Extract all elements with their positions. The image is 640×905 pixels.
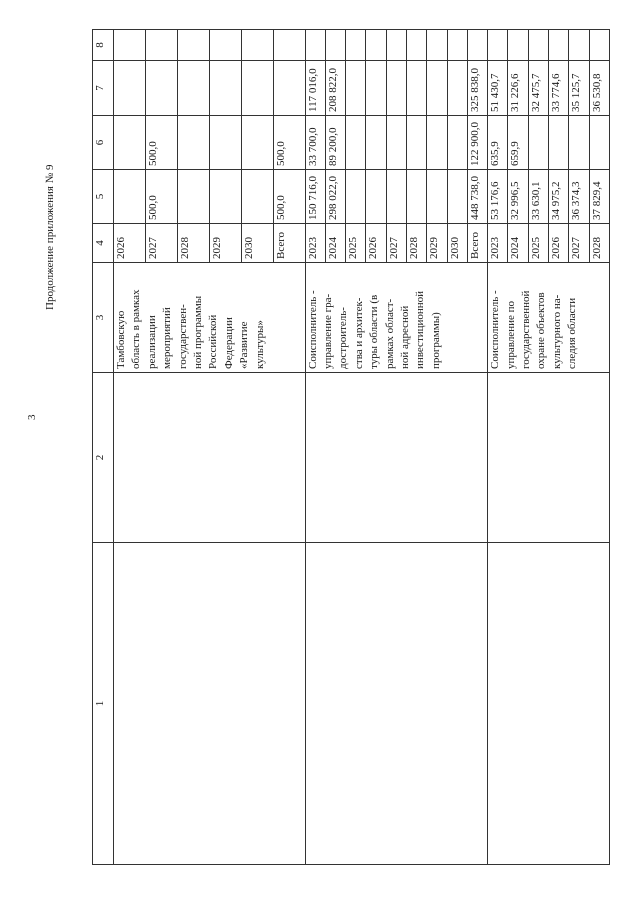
col8-cell [407, 30, 427, 61]
col5-total-cell [427, 170, 447, 224]
col5-total-cell: 33 630,1 [528, 170, 548, 224]
col7-regional-cell: 33 774,6 [549, 61, 569, 116]
description-line: культуры» [253, 320, 266, 369]
col6-federal-cell [589, 116, 609, 170]
col5-total-cell: 32 996,5 [508, 170, 528, 224]
col5-total-cell [114, 170, 146, 224]
col6-federal-cell [528, 116, 548, 170]
description-line: управление по [504, 301, 517, 369]
col5-total-cell [447, 170, 467, 224]
executor-description [305, 263, 488, 373]
col6-federal-cell [407, 116, 427, 170]
description-line: туры области (в [368, 294, 381, 369]
description-line: рамках област- [383, 298, 396, 369]
table-row [488, 30, 508, 865]
year-cell: 2024 [325, 224, 345, 263]
year-cell: 2025 [346, 224, 366, 263]
table-row [114, 30, 146, 865]
col7-regional-cell [427, 61, 447, 116]
executor-description [488, 263, 610, 373]
column-number-6: 6 [93, 116, 114, 170]
col6-federal-cell [209, 116, 241, 170]
col8-cell [528, 30, 548, 61]
description-line: управление гра- [322, 293, 335, 369]
col8-cell [508, 30, 528, 61]
col8-cell [305, 30, 325, 61]
column-number-1: 1 [93, 543, 114, 865]
description-line: государственной [519, 290, 532, 369]
col6-federal-cell [114, 116, 146, 170]
col6-federal-cell [366, 116, 386, 170]
col1-cell [114, 543, 306, 865]
table-row [305, 30, 325, 865]
col6-federal-cell [447, 116, 467, 170]
col8-cell [325, 30, 345, 61]
executor-description [114, 263, 306, 373]
year-cell: 2026 [366, 224, 386, 263]
col5-total-cell: 448 738,0 [467, 170, 487, 224]
year-cell: 2026 [549, 224, 569, 263]
col5-total-cell [386, 170, 406, 224]
col7-regional-cell [145, 61, 177, 116]
col7-regional-cell [346, 61, 366, 116]
description-line: реализации [145, 315, 158, 369]
col8-cell [569, 30, 589, 61]
description-line: Соисполнитель - [306, 290, 319, 369]
col8-cell [549, 30, 569, 61]
column-number-3: 3 [93, 263, 114, 373]
description-line: Соисполнитель - [489, 290, 502, 369]
col7-regional-cell: 32 475,7 [528, 61, 548, 116]
col8-cell [447, 30, 467, 61]
col8-cell [366, 30, 386, 61]
column-number-row [93, 30, 114, 865]
col6-federal-cell [177, 116, 209, 170]
col6-federal-cell [569, 116, 589, 170]
col5-total-cell: 500,0 [273, 170, 305, 224]
description-line: Федерации [222, 317, 235, 369]
year-cell: Всего [273, 224, 305, 263]
col6-federal-cell [549, 116, 569, 170]
col5-total-cell: 36 374,3 [569, 170, 589, 224]
year-cell: 2023 [488, 224, 508, 263]
col5-total-cell: 150 716,0 [305, 170, 325, 224]
col8-cell [177, 30, 209, 61]
description-line: достроитель- [337, 307, 350, 369]
page-number: 3 [26, 414, 38, 420]
col5-total-cell: 500,0 [145, 170, 177, 224]
column-number-8: 8 [93, 30, 114, 61]
description-line: ной адресной [399, 305, 412, 369]
year-cell: 2023 [305, 224, 325, 263]
budget-table [92, 29, 610, 865]
year-cell: 2028 [589, 224, 609, 263]
col8-cell [145, 30, 177, 61]
col8-cell [589, 30, 609, 61]
column-number-2: 2 [93, 373, 114, 543]
col8-cell [114, 30, 146, 61]
column-number-5: 5 [93, 170, 114, 224]
col7-regional-cell [114, 61, 146, 116]
col6-federal-cell [241, 116, 273, 170]
year-cell: 2030 [241, 224, 273, 263]
year-cell: 2027 [145, 224, 177, 263]
year-cell: 2028 [177, 224, 209, 263]
col7-regional-cell: 36 530,8 [589, 61, 609, 116]
description-line: «Развитие [238, 321, 251, 369]
year-cell: 2029 [427, 224, 447, 263]
year-cell: 2024 [508, 224, 528, 263]
col7-regional-cell: 35 125,7 [569, 61, 589, 116]
col1-cell [305, 543, 488, 865]
column-number-4: 4 [93, 224, 114, 263]
description-line: программы) [429, 312, 442, 369]
col7-regional-cell [407, 61, 427, 116]
col6-federal-cell [346, 116, 366, 170]
col5-total-cell [346, 170, 366, 224]
col7-regional-cell: 325 838,0 [467, 61, 487, 116]
col8-cell [427, 30, 447, 61]
rotated-table-container [92, 30, 610, 865]
col2-cell [305, 373, 488, 543]
description-line: следия области [566, 297, 579, 369]
description-line: государствен- [176, 304, 189, 369]
col6-federal-cell: 635,9 [488, 116, 508, 170]
col5-total-cell: 37 829,4 [589, 170, 609, 224]
col8-cell [346, 30, 366, 61]
column-number-7: 7 [93, 61, 114, 116]
description-line: охране объектов [535, 292, 548, 369]
col7-regional-cell: 51 430,7 [488, 61, 508, 116]
col5-total-cell [177, 170, 209, 224]
year-cell: 2030 [447, 224, 467, 263]
col8-cell [488, 30, 508, 61]
col7-regional-cell: 208 822,0 [325, 61, 345, 116]
col6-federal-cell [386, 116, 406, 170]
col5-total-cell: 298 022,0 [325, 170, 345, 224]
col8-cell [241, 30, 273, 61]
col7-regional-cell: 31 226,6 [508, 61, 528, 116]
year-cell: 2027 [386, 224, 406, 263]
col5-total-cell [366, 170, 386, 224]
description-line: Тамбовскую [115, 310, 128, 369]
col7-regional-cell: 117 016,0 [305, 61, 325, 116]
description-line: мероприятий [161, 307, 174, 369]
col8-cell [386, 30, 406, 61]
col5-total-cell [407, 170, 427, 224]
col5-total-cell [209, 170, 241, 224]
col6-federal-cell: 500,0 [145, 116, 177, 170]
col5-total-cell: 53 176,6 [488, 170, 508, 224]
col2-cell [488, 373, 610, 543]
col7-regional-cell [366, 61, 386, 116]
description-line: инвестиционной [414, 290, 427, 369]
col8-cell [467, 30, 487, 61]
col6-federal-cell: 122 900,0 [467, 116, 487, 170]
year-cell: 2025 [528, 224, 548, 263]
year-cell: Всего [467, 224, 487, 263]
col6-federal-cell: 33 700,0 [305, 116, 325, 170]
table-body [93, 30, 610, 865]
col6-federal-cell: 89 200,0 [325, 116, 345, 170]
description-line: Российской [207, 314, 220, 369]
description-line: ства и архитек- [352, 297, 365, 369]
col7-regional-cell [241, 61, 273, 116]
col5-total-cell: 34 975,2 [549, 170, 569, 224]
col7-regional-cell [447, 61, 467, 116]
year-cell: 2029 [209, 224, 241, 263]
col8-cell [273, 30, 305, 61]
col6-federal-cell: 500,0 [273, 116, 305, 170]
col5-total-cell [241, 170, 273, 224]
col7-regional-cell [386, 61, 406, 116]
col2-cell [114, 373, 306, 543]
col7-regional-cell [209, 61, 241, 116]
col6-federal-cell [427, 116, 447, 170]
year-cell: 2027 [569, 224, 589, 263]
col1-cell [488, 543, 610, 865]
col6-federal-cell: 659,9 [508, 116, 528, 170]
description-line: область в рамках [130, 289, 143, 369]
description-line: культурного на- [550, 294, 563, 369]
year-cell: 2028 [407, 224, 427, 263]
col7-regional-cell [273, 61, 305, 116]
col8-cell [209, 30, 241, 61]
col7-regional-cell [177, 61, 209, 116]
description-line: ной программы [192, 295, 205, 369]
year-cell: 2026 [114, 224, 146, 263]
appendix-continuation-note: Продолжение приложения № 9 [44, 164, 56, 310]
